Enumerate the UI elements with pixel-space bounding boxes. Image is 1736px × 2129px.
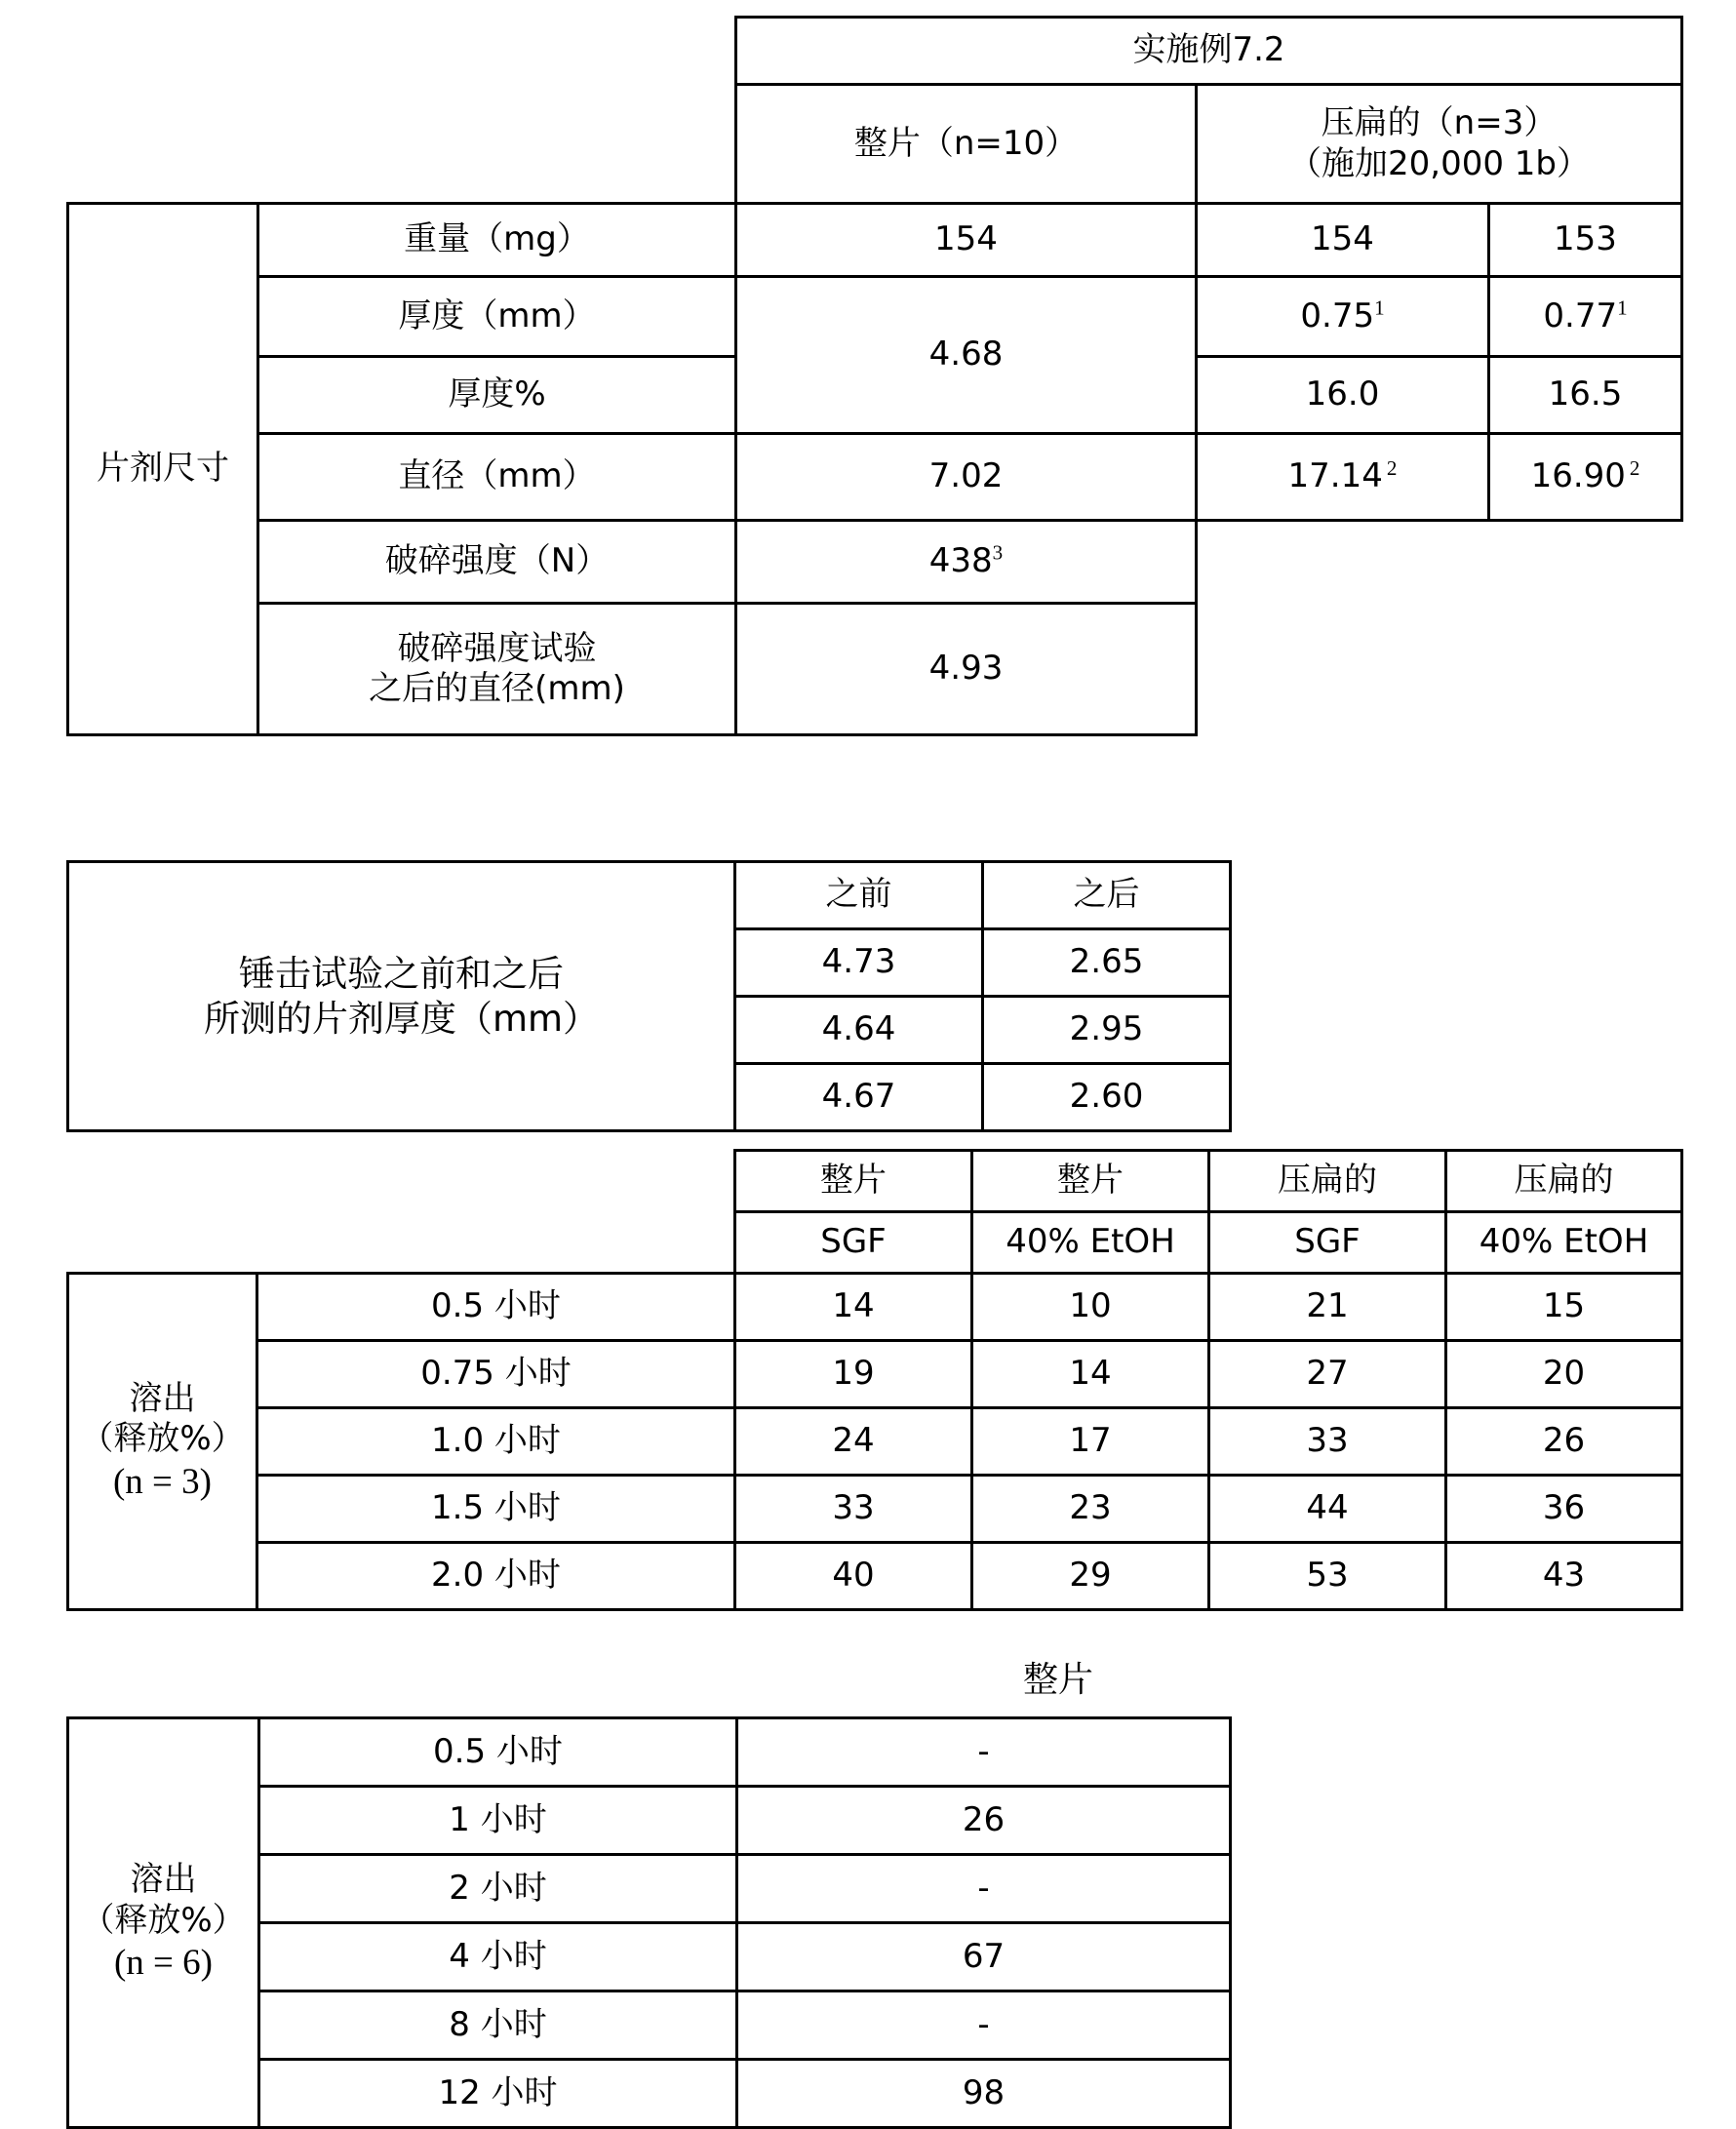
group-label-tablet-size: 片剂尺寸 — [68, 204, 258, 735]
cell-value: 23 — [972, 1476, 1209, 1543]
spacer-cell — [1197, 604, 1489, 735]
table-row — [68, 521, 1682, 604]
table-row — [68, 1476, 1682, 1543]
cell-value: - — [737, 1718, 1231, 1787]
table-row — [68, 434, 1682, 521]
cell-time: 0.5 小时 — [257, 1274, 735, 1341]
cell-value: 67 — [737, 1923, 1231, 1991]
cell-time: 1 小时 — [259, 1787, 737, 1855]
cell-value: - — [737, 1991, 1231, 2060]
spacer-cell — [1489, 521, 1682, 604]
cell-thickness-flattened-a: 0.75$^1$ — [1197, 277, 1489, 357]
table-dissolution-n3 — [66, 1149, 1683, 1611]
spacer-cell — [258, 85, 736, 204]
group-label-dissolution-n3 — [68, 1274, 257, 1610]
table-row-example-title — [68, 18, 1682, 85]
group-label-line3: (n = 3) — [112, 1461, 212, 1502]
spacer-cell — [1489, 604, 1682, 735]
row-label-line1: 破碎强度试验 — [397, 628, 597, 668]
cell-value: 19 — [735, 1341, 972, 1408]
table-hammer-test — [66, 860, 1232, 1132]
cell-value: 53 — [1209, 1543, 1446, 1610]
row-label-line2: 之后的直径(mm) — [369, 669, 625, 708]
spacer-cell — [68, 1212, 257, 1274]
table-row — [68, 1718, 1231, 1787]
table-row — [68, 1408, 1682, 1476]
spacer-cell — [257, 1151, 735, 1212]
table-row-dissolution-headers-top — [68, 1151, 1682, 1212]
table-row — [68, 604, 1682, 735]
cell-thickness-whole: 4.68 — [736, 277, 1197, 434]
spacer-cell — [257, 1212, 735, 1274]
cell-diameter-whole: 7.02 — [736, 434, 1197, 521]
cell-time: 0.5 小时 — [259, 1718, 737, 1787]
cell-value: 15 — [1446, 1274, 1682, 1341]
table-row — [68, 1341, 1682, 1408]
cell-value: 24 — [735, 1408, 972, 1476]
cell-time: 0.75 小时 — [257, 1341, 735, 1408]
header-before: 之前 — [735, 862, 983, 929]
cell-after-1: 2.65 — [983, 929, 1231, 997]
cell-value: 36 — [1446, 1476, 1682, 1543]
table-row-dissolution-headers-bottom — [68, 1212, 1682, 1274]
cell-value: - — [737, 1855, 1231, 1923]
cell-weight-flattened-b: 153 — [1489, 204, 1682, 277]
hammer-test-label-line1: 锤击试验之前和之后 — [239, 953, 564, 996]
header-flattened — [1197, 85, 1682, 204]
header-bottom-etoh-whole: 40% EtOH — [972, 1212, 1209, 1274]
header-flattened-line2: （施加20,000 1b） — [1288, 143, 1590, 183]
cell-before-3: 4.67 — [735, 1064, 983, 1131]
table-row — [68, 204, 1682, 277]
cell-time: 4 小时 — [259, 1923, 737, 1991]
table-row — [68, 277, 1682, 357]
cell-value: 27 — [1209, 1341, 1446, 1408]
hammer-test-label-line2: 所测的片剂厚度（mm） — [203, 997, 600, 1040]
table-row-hammer-headers — [68, 862, 1231, 929]
group-label-line1: 溶出 — [130, 1860, 197, 1900]
table-row — [68, 1543, 1682, 1610]
group-label-line2: （释放%） — [80, 1419, 245, 1459]
cell-weight-whole: 154 — [736, 204, 1197, 277]
cell-value: 17 — [972, 1408, 1209, 1476]
cell-after-3: 2.60 — [983, 1064, 1231, 1131]
cell-value: 33 — [735, 1476, 972, 1543]
cell-time: 2 小时 — [259, 1855, 737, 1923]
group-label-dissolution-n6 — [68, 1718, 259, 2128]
hammer-test-label — [68, 862, 735, 1131]
cell-value: 26 — [737, 1787, 1231, 1855]
cell-diameter-flattened-b: 16.90 $^2$ — [1489, 434, 1682, 521]
spacer-cell — [68, 18, 258, 85]
table-row — [68, 1274, 1682, 1341]
header-top-flattened-etoh: 压扁的 — [1446, 1151, 1682, 1212]
header-top-whole-sgf: 整片 — [735, 1151, 972, 1212]
cell-before-1: 4.73 — [735, 929, 983, 997]
cell-value: 14 — [735, 1274, 972, 1341]
cell-value: 14 — [972, 1341, 1209, 1408]
cell-thickness-pct-flattened-b: 16.5 — [1489, 357, 1682, 434]
cell-time: 1.5 小时 — [257, 1476, 735, 1543]
cell-value: 20 — [1446, 1341, 1682, 1408]
cell-thickness-pct-flattened-a: 16.0 — [1197, 357, 1489, 434]
header-bottom-etoh-flattened: 40% EtOH — [1446, 1212, 1682, 1274]
group-label-line1: 溶出 — [129, 1378, 196, 1418]
table-row-column-headers — [68, 85, 1682, 204]
cell-value: 10 — [972, 1274, 1209, 1341]
cell-thickness-flattened-b: 0.77$^1$ — [1489, 277, 1682, 357]
cell-time: 8 小时 — [259, 1991, 737, 2060]
spacer-cell — [258, 18, 736, 85]
cell-value: 21 — [1209, 1274, 1446, 1341]
cell-before-2: 4.64 — [735, 997, 983, 1064]
cell-weight-flattened-a: 154 — [1197, 204, 1489, 277]
cell-value: 98 — [737, 2060, 1231, 2128]
group-label-line3: (n = 6) — [113, 1943, 213, 1984]
cell-time: 1.0 小时 — [257, 1408, 735, 1476]
header-after: 之后 — [983, 862, 1231, 929]
cell-value: 29 — [972, 1543, 1209, 1610]
example-title-header: 实施例7.2 — [736, 18, 1682, 85]
table-tablet-dimensions — [66, 16, 1683, 736]
cell-value: 40 — [735, 1543, 972, 1610]
table-dissolution-n6 — [66, 1716, 1232, 2129]
spacer-cell — [1197, 521, 1489, 604]
row-label-thickness: 厚度（mm） — [258, 277, 736, 357]
header-top-flattened-sgf: 压扁的 — [1209, 1151, 1446, 1212]
spacer-cell — [68, 85, 258, 204]
cell-value: 26 — [1446, 1408, 1682, 1476]
cell-time: 12 小时 — [259, 2060, 737, 2128]
cell-crush-strength-whole: $438^3$ — [736, 521, 1197, 604]
cell-value: 44 — [1209, 1476, 1446, 1543]
cell-diameter-flattened-a: 17.14 $^2$ — [1197, 434, 1489, 521]
cell-diameter-after-crush-whole: 4.93 — [736, 604, 1197, 735]
header-bottom-sgf-flattened: SGF — [1209, 1212, 1446, 1274]
header-flattened-line1: 压扁的（n=3） — [1321, 103, 1558, 143]
spacer-cell — [68, 1151, 257, 1212]
cell-after-2: 2.95 — [983, 997, 1231, 1064]
row-label-diameter: 直径（mm） — [258, 434, 736, 521]
row-label-weight: 重量（mg） — [258, 204, 736, 277]
header-whole-tablet: 整片（n=10） — [736, 85, 1197, 204]
row-label-crush-strength: 破碎强度（N） — [258, 521, 736, 604]
row-label-diameter-after-crush — [258, 604, 736, 735]
cell-value: 43 — [1446, 1543, 1682, 1610]
group-label-line2: （释放%） — [81, 1900, 246, 1940]
cell-time: 2.0 小时 — [257, 1543, 735, 1610]
header-bottom-sgf-whole: SGF — [735, 1212, 972, 1274]
dissolution-n6-floating-header: 整片 — [1022, 1660, 1093, 1700]
row-label-thickness-percent: 厚度% — [258, 357, 736, 434]
header-top-whole-etoh: 整片 — [972, 1151, 1209, 1212]
cell-value: 33 — [1209, 1408, 1446, 1476]
